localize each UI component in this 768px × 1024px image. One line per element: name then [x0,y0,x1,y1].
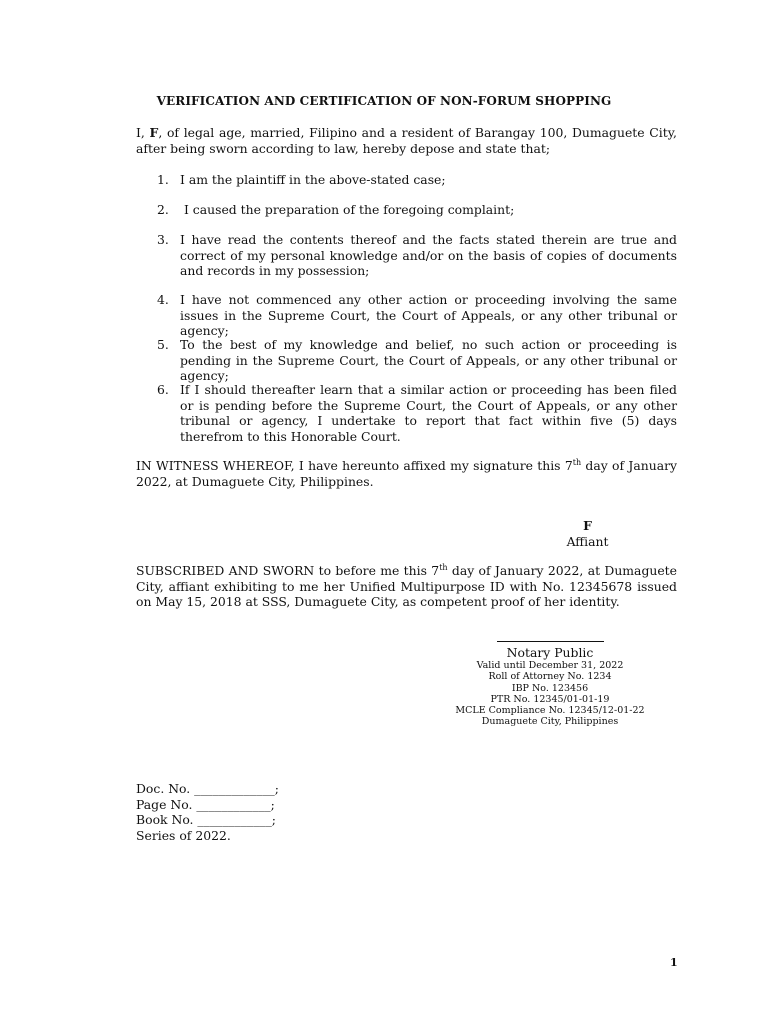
list-item-text: I have not commenced any other action or proceeding involving the same issues in the Supreme Court, the Court of Appeals, or any other tribunal or agency; [180,292,677,338]
list-item [136,172,677,188]
list-item [136,232,677,279]
list-item-text: To the best of my knowledge and belief, no such action or proceeding is pending in the Supreme Court, the Court of Appeals, or any other tribunal or agency; [180,337,677,383]
notary-roll: Roll of Attorney No. 1234 [488,671,612,683]
notary-mcle: MCLE Compliance No. 12345/12-01-22 [455,705,645,717]
page-number-line: Page No. ____________; [136,796,275,812]
list-item [136,382,677,444]
jurat-post: day of January 2022, at Dumaguete City, affiant exhibiting to me her Unified Multipurpose ID with No. 12345678 issued on May 15, 2018 at SSS, Dumaguete City, as competent proof of her identity. [136,563,677,609]
list-item [136,292,677,339]
list-item-text: I caused the preparation of the foregoing complaint; [180,202,515,217]
list-item [136,337,677,384]
list-item-number: 1. [157,172,169,187]
witness-paragraph [136,458,677,489]
witness-pre: IN WITNESS WHEREOF, I have hereunto affixed my signature this 7 [136,458,573,473]
notary-title: Notary Public [506,645,594,660]
list-item-text: I am the plaintiff in the above-stated case; [180,172,446,187]
jurat-pre: SUBSCRIBED AND SWORN to before me this 7 [136,563,440,578]
witness-ordinal: th [572,457,582,467]
witness-post: day of January 2022, at Dumaguete City, Philippines. [136,458,678,489]
notary-ibp: IBP No. 123456 [511,682,589,694]
list-item-text: If I should thereafter learn that a similar action or proceeding has been filed or is pending before the Supreme Court, the Court of Appeals, or any other tribunal or agency, I undertake to report that fact within five (5) days therefrom to this Honorable Court. [180,382,677,444]
notarial-register-lines [136,781,279,843]
notary-location: Dumaguete City, Philippines [481,716,619,728]
notary-block [430,641,670,728]
list-item-number: 2. [157,202,169,217]
notary-ptr: PTR No. 12345/01-01-19 [490,693,610,705]
document-title: VERIFICATION AND CERTIFICATION OF NON-FORUM SHOPPING [156,94,612,108]
list-item-number: 3. [157,232,169,247]
series-line: Series of 2022. [136,827,231,843]
list-item-number: 4. [157,292,169,307]
list-item [136,202,677,218]
intro-pre: I, [136,125,150,140]
affiant-name: F [583,518,592,533]
notary-validity: Valid until December 31, 2022 [476,660,624,671]
intro-post: , of legal age, married, Filipino and a resident of Barangay 100, Dumaguete City, after being sworn according to law, hereby depose and state that; [136,125,677,156]
jurat-paragraph [136,563,677,610]
intro-paragraph [136,125,677,156]
jurat-ordinal: th [439,562,448,572]
doc-number-line: Doc. No. _____________; [136,781,279,796]
notary-signature-line [497,641,604,642]
affiant-name-inline: F [149,125,159,140]
affiant-signature-block [540,518,635,549]
list-item-number: 6. [157,382,169,397]
list-item-number: 5. [157,337,169,352]
affiant-label: Affiant [566,533,609,549]
book-number-line: Book No. ____________; [136,812,276,827]
page-number: 1 [670,956,678,969]
list-item-text: I have read the contents thereof and the facts stated therein are true and correct of my personal knowledge and/or on the basis of copies of documents and records in my possession; [180,232,677,278]
